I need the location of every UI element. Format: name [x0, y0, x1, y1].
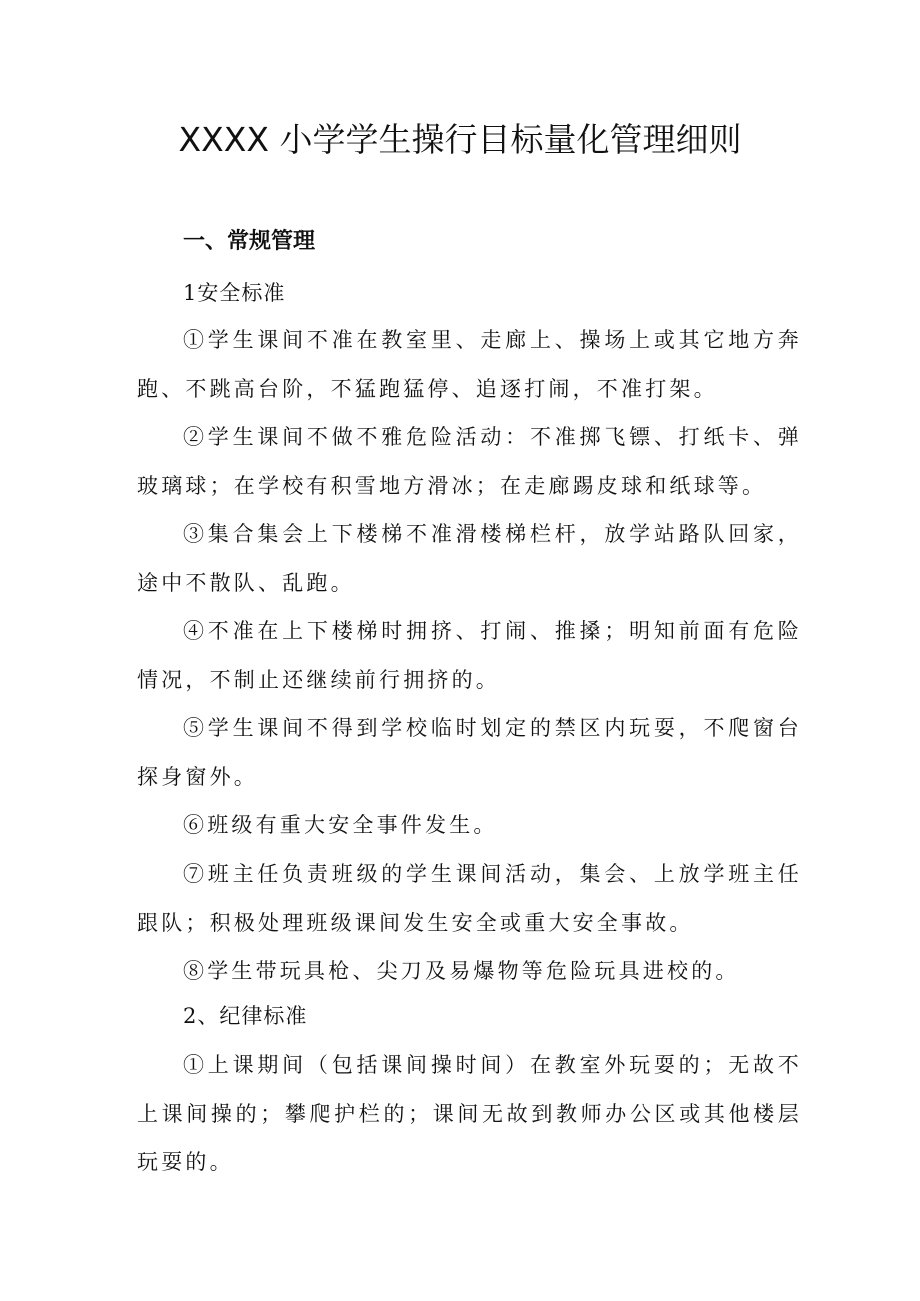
discipline-item-1: ①上课期间（包括课间操时间）在教室外玩耍的；无故不上课间操的；攀爬护栏的；课间无故到教师办公区或其他楼层玩耍的。	[137, 1053, 802, 1174]
safety-item-1: ①学生课间不准在教室里、走廊上、操场上或其它地方奔跑、不跳高台阶，不猛跑猛停、追逐打闹，不准打架。	[137, 328, 802, 401]
safety-item-6: ⑥班级有重大安全事件发生。	[183, 813, 498, 837]
subsection-heading-discipline: 2、纪律标准	[183, 1004, 308, 1028]
safety-item-4: ④不准在上下楼梯时拥挤、打闹、推搡；明知前面有危险情况，不制止还继续前行拥挤的。	[137, 619, 802, 692]
safety-item-3: ③集合集会上下楼梯不准滑楼梯栏杆，放学站路队回家，途中不散队、乱跑。	[137, 522, 802, 595]
subsection-heading-safety: 1安全标准	[183, 281, 286, 305]
safety-item-5: ⑤学生课间不得到学校临时划定的禁区内玩耍，不爬窗台探身窗外。	[137, 716, 802, 789]
safety-item-8: ⑧学生带玩具枪、尖刀及易爆物等危险玩具进校的。	[183, 959, 740, 983]
document-title: XXXX 小学学生操行目标量化管理细则	[178, 120, 742, 159]
safety-item-2: ②学生课间不做不雅危险活动：不准掷飞镖、打纸卡、弹玻璃球；在学校有积雪地方滑冰；在走廊踢皮球和纸球等。	[137, 425, 802, 498]
safety-item-7: ⑦班主任负责班级的学生课间活动，集会、上放学班主任跟队；积极处理班级课间发生安全或重大安全事故。	[137, 862, 802, 935]
section-heading-routine-management: 一、常规管理	[183, 229, 316, 254]
